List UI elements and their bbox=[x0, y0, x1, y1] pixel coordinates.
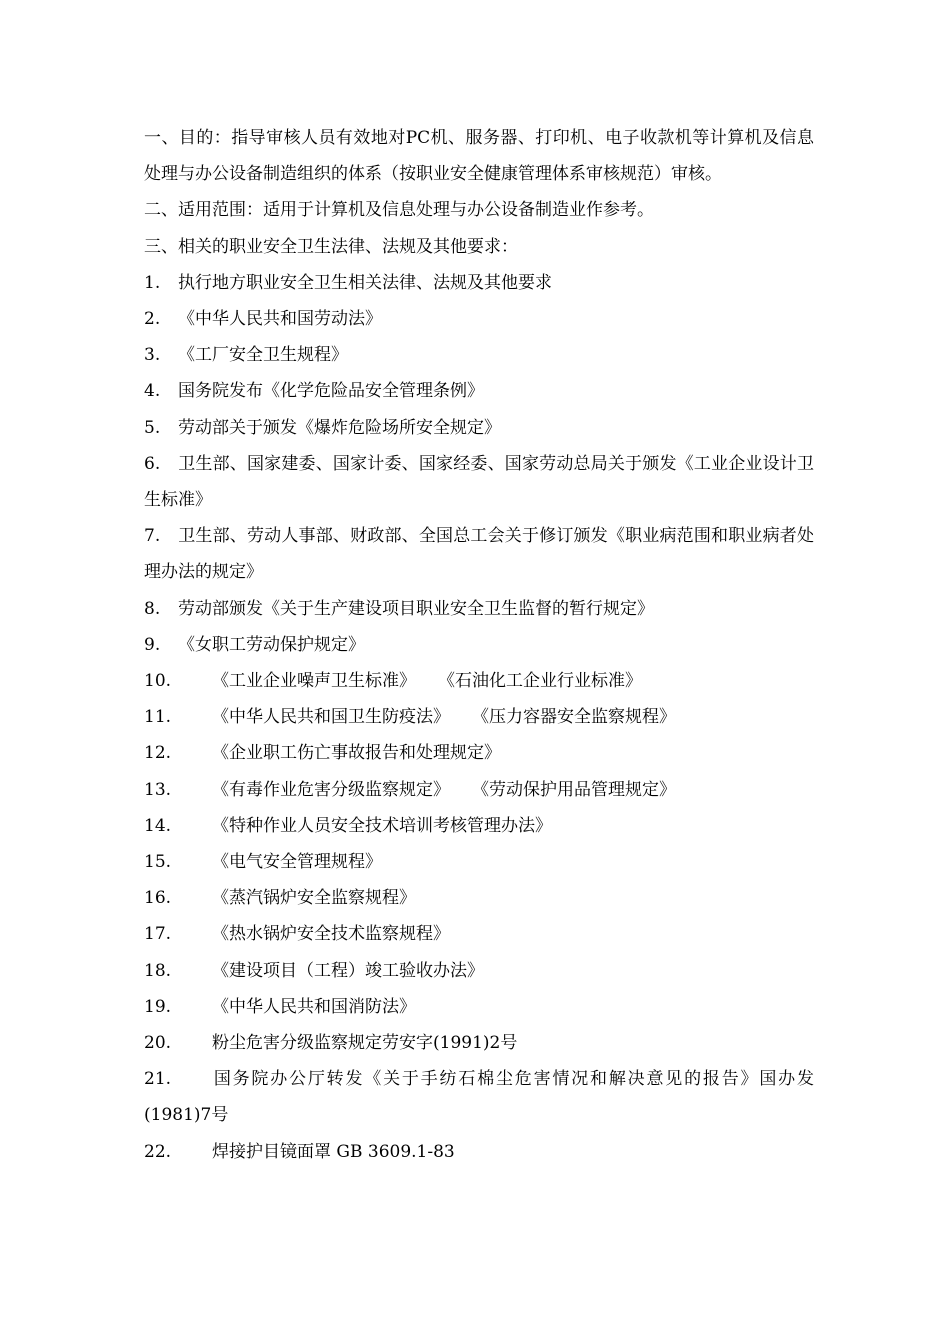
list-item bbox=[144, 446, 814, 518]
item-text: 《女职工劳动保护规定》 bbox=[178, 634, 365, 655]
item-text: 《企业职工伤亡事故报告和处理规定》 bbox=[212, 743, 501, 764]
list-item bbox=[144, 591, 814, 627]
item-number: 14. bbox=[144, 815, 172, 836]
item-number: 12. bbox=[144, 743, 172, 764]
list-item bbox=[144, 373, 814, 409]
section-scope: 二、适用范围：适用于计算机及信息处理与办公设备制造业作参考。 bbox=[144, 200, 654, 221]
list-item bbox=[144, 1025, 814, 1061]
item-text: 《建设项目（工程）竣工验收办法》 bbox=[212, 960, 484, 981]
item-number: 11. bbox=[144, 707, 172, 728]
item-text: 《中华人民共和国卫生防疫法》 bbox=[212, 707, 450, 728]
item-number: 4. bbox=[144, 381, 161, 402]
item-number: 15. bbox=[144, 852, 172, 873]
item-text: 《电气安全管理规程》 bbox=[212, 852, 382, 873]
item-number: 1. bbox=[144, 272, 161, 293]
item-text: 《中华人民共和国消防法》 bbox=[212, 996, 416, 1017]
item-number: 16. bbox=[144, 888, 172, 909]
item-text: 《热水锅炉安全技术监察规程》 bbox=[212, 924, 450, 945]
item-text: 执行地方职业安全卫生相关法律、法规及其他要求 bbox=[178, 272, 552, 293]
item-text: 《中华人民共和国劳动法》 bbox=[178, 309, 382, 330]
document-body bbox=[144, 120, 814, 1170]
list-item bbox=[144, 808, 814, 844]
item-text: 劳动部关于颁发《爆炸危险场所安全规定》 bbox=[178, 417, 501, 438]
item-number: 6. bbox=[144, 453, 161, 474]
item-number: 22. bbox=[144, 1141, 172, 1162]
item-number: 19. bbox=[144, 996, 172, 1017]
item-text-secondary: 《石油化工企业行业标准》 bbox=[438, 671, 642, 692]
section-purpose: 一、目的：指导审核人员有效地对PC机、服务器、打印机、电子收款机等计算机及信息处理与办公设备制造组织的体系（按职业安全健康管理体系审核规范）审核。 bbox=[144, 128, 814, 185]
item-number: 5. bbox=[144, 417, 161, 438]
list-item bbox=[144, 1061, 814, 1133]
item-number: 13. bbox=[144, 779, 172, 800]
list-item bbox=[144, 410, 814, 446]
list-item bbox=[144, 663, 814, 699]
item-text: 卫生部、劳动人事部、财政部、全国总工会关于修订颁发《职业病范围和职业病者处理办法的规定》 bbox=[144, 526, 814, 583]
list-item bbox=[144, 880, 814, 916]
list-item bbox=[144, 844, 814, 880]
list-item bbox=[144, 518, 814, 590]
item-text: 卫生部、国家建委、国家计委、国家经委、国家劳动总局关于颁发《工业企业设计卫生标准》 bbox=[144, 453, 814, 511]
list-item bbox=[144, 265, 814, 301]
list-item bbox=[144, 337, 814, 373]
item-number: 7. bbox=[144, 526, 161, 547]
item-number: 9. bbox=[144, 634, 161, 655]
item-text: 《蒸汽锅炉安全监察规程》 bbox=[212, 888, 416, 909]
list-item bbox=[144, 699, 814, 735]
item-number: 21. bbox=[144, 1069, 172, 1090]
section-laws-heading: 三、相关的职业安全卫生法律、法规及其他要求： bbox=[144, 236, 518, 257]
list-item bbox=[144, 772, 814, 808]
item-number: 2. bbox=[144, 309, 161, 330]
item-text: 焊接护目镜面罩 GB 3609.1-83 bbox=[212, 1141, 455, 1162]
list-item bbox=[144, 735, 814, 771]
list-item bbox=[144, 989, 814, 1025]
list-item bbox=[144, 627, 814, 663]
item-text: 粉尘危害分级监察规定劳安字(1991)2号 bbox=[212, 1033, 518, 1054]
item-text: 国务院发布《化学危险品安全管理条例》 bbox=[178, 381, 484, 402]
item-number: 8. bbox=[144, 598, 161, 619]
list-item bbox=[144, 1134, 814, 1170]
item-text: 劳动部颁发《关于生产建设项目职业安全卫生监督的暂行规定》 bbox=[178, 598, 654, 619]
item-number: 10. bbox=[144, 671, 172, 692]
item-number: 3. bbox=[144, 345, 161, 366]
item-text: 《工厂安全卫生规程》 bbox=[178, 345, 348, 366]
item-text-secondary: 《压力容器安全监察规程》 bbox=[472, 707, 676, 728]
item-text-secondary: 《劳动保护用品管理规定》 bbox=[472, 779, 676, 800]
item-text: 《特种作业人员安全技术培训考核管理办法》 bbox=[212, 815, 552, 836]
item-number: 18. bbox=[144, 960, 172, 981]
list-item bbox=[144, 916, 814, 952]
item-number: 20. bbox=[144, 1033, 172, 1054]
list-item bbox=[144, 301, 814, 337]
item-number: 17. bbox=[144, 924, 172, 945]
item-text: 《工业企业噪声卫生标准》 bbox=[212, 671, 416, 692]
item-text: 《有毒作业危害分级监察规定》 bbox=[212, 779, 450, 800]
list-item bbox=[144, 953, 814, 989]
item-text: 国务院办公厅转发《关于手纺石棉尘危害情况和解决意见的报告》国办发(1981)7号 bbox=[144, 1069, 814, 1126]
